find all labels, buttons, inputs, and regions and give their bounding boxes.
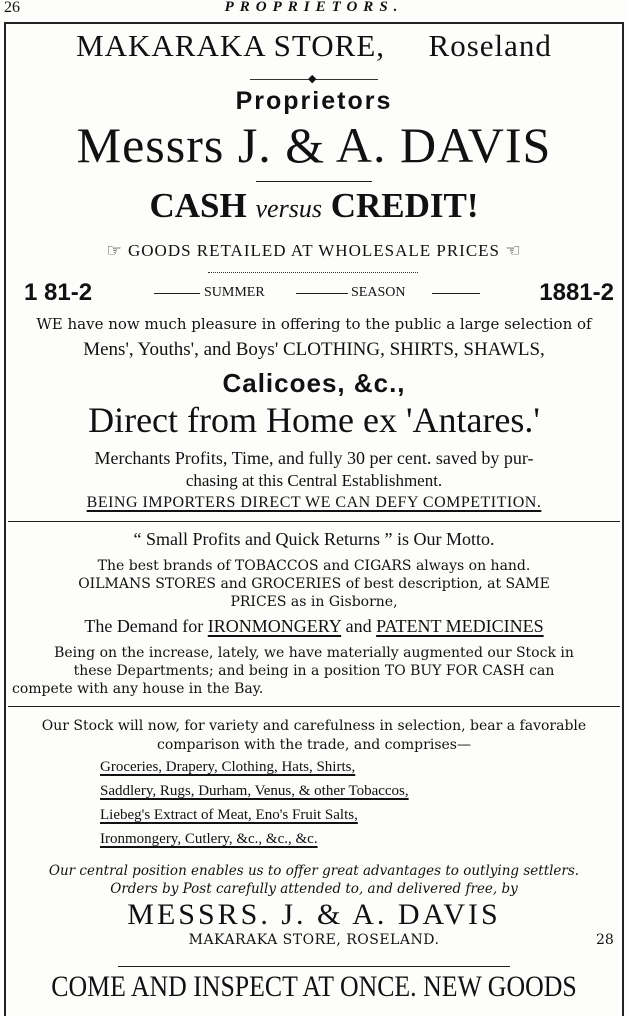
season-left: 1 81-2	[24, 279, 93, 306]
dotted-rule	[208, 272, 418, 273]
demand-line	[0, 616, 628, 637]
running-head: PROPRIETORS.	[224, 0, 404, 15]
store-name: MAKARAKA STORE,	[76, 28, 386, 63]
increase-line-3: compete with any house in the Bay.	[12, 681, 264, 697]
rule	[8, 521, 620, 522]
demand-ironmongery: IRONMONGERY	[207, 616, 342, 636]
intro-line-2: Mens', Youths', and Boys' CLOTHING, SHIRTS, SHAWLS,	[83, 339, 545, 360]
rule	[154, 293, 200, 294]
oilmans-line-1: OILMANS STORES and GROCERIES of best description, at SAME	[78, 576, 550, 592]
merchants-line-1: Merchants Profits, Time, and fully 30 per cent. saved by pur-	[94, 448, 534, 468]
stock-line-2: comparison with the trade, and comprises—	[157, 737, 471, 753]
cash-label: CASH	[149, 186, 247, 225]
cash-credit-heading	[0, 186, 628, 226]
list-item: Saddlery, Rugs, Durham, Venus, & other Tobaccos,	[100, 783, 409, 799]
calicoes-heading: Calicoes, &c.,	[222, 368, 406, 398]
rule	[296, 293, 348, 294]
demand-patent-medicines: PATENT MEDICINES	[376, 616, 544, 636]
increase-line-2: these Departments; and being in a position TO BUY FOR CASH can	[73, 663, 555, 679]
central-line-1: Our central position enables us to offer great advantages to outlying settlers.	[48, 863, 580, 879]
store-heading	[0, 28, 628, 64]
signature: MESSRS. J. & A. DAVIS	[127, 898, 501, 931]
list-item: Liebeg's Extract of Meat, Eno's Fruit Salts,	[100, 807, 358, 823]
season-word: SEASON	[351, 285, 406, 300]
pointing-hand-left-icon: ☜	[505, 241, 522, 261]
direct-from-home: Direct from Home ex 'Antares.'	[88, 400, 540, 440]
season-line	[24, 279, 614, 309]
list-item: Groceries, Drapery, Clothing, Hats, Shirts,	[100, 759, 356, 775]
rule	[432, 293, 480, 294]
signature-address: MAKARAKA STORE, ROSELAND.	[188, 932, 440, 948]
importers-line: BEING IMPORTERS DIRECT WE CAN DEFY COMPETITION.	[86, 494, 542, 511]
merchants-line-2: chasing at this Central Establishment.	[185, 471, 443, 490]
list-item: Ironmongery, Cutlery, &c., &c., &c.	[100, 831, 318, 847]
proprietors-name: Messrs J. & A. DAVIS	[76, 117, 552, 173]
central-line-2: Orders by Post carefully attended to, and delivered free, by	[110, 881, 518, 897]
versus-label: versus	[255, 194, 322, 223]
page-header	[0, 0, 628, 18]
demand-prefix: The Demand for	[84, 616, 204, 636]
oilmans-line-2: PRICES as in Gisborne,	[230, 594, 398, 610]
tobaccos-line: The best brands of TOBACCOS and CIGARS always on hand.	[97, 558, 531, 574]
increase-line-1: Being on the increase, lately, we have materially augmented our Stock in	[54, 645, 574, 661]
next-ad-heading: COME AND INSPECT AT ONCE. NEW GOODS	[51, 970, 577, 1003]
motto-line: “ Small Profits and Quick Returns ” is Our Motto.	[133, 529, 495, 549]
ad-number: 28	[596, 932, 614, 948]
stock-line-1: Our Stock will now, for variety and carefulness in selection, bear a favorable	[41, 718, 587, 734]
store-location: Roseland	[428, 28, 552, 63]
season-right: 1881-2	[539, 279, 614, 306]
rule	[118, 966, 510, 967]
credit-label: CREDIT!	[330, 186, 479, 225]
intro-line-1: WE have now much pleasure in offering to the public a large selection of	[36, 315, 592, 333]
goods-retailed-line	[0, 241, 628, 261]
goods-retailed-text: GOODS RETAILED AT WHOLESALE PRICES	[127, 241, 501, 260]
goods-list	[100, 759, 520, 855]
demand-and: and	[345, 616, 372, 636]
proprietors-label: Proprietors	[235, 87, 393, 115]
pointing-hand-right-icon: ☞	[106, 241, 123, 261]
diamond-ornament: ◆	[308, 72, 317, 85]
page-number: 26	[4, 0, 20, 16]
season-summer: SUMMER	[204, 285, 265, 300]
rule	[8, 706, 620, 707]
rule	[256, 181, 372, 182]
